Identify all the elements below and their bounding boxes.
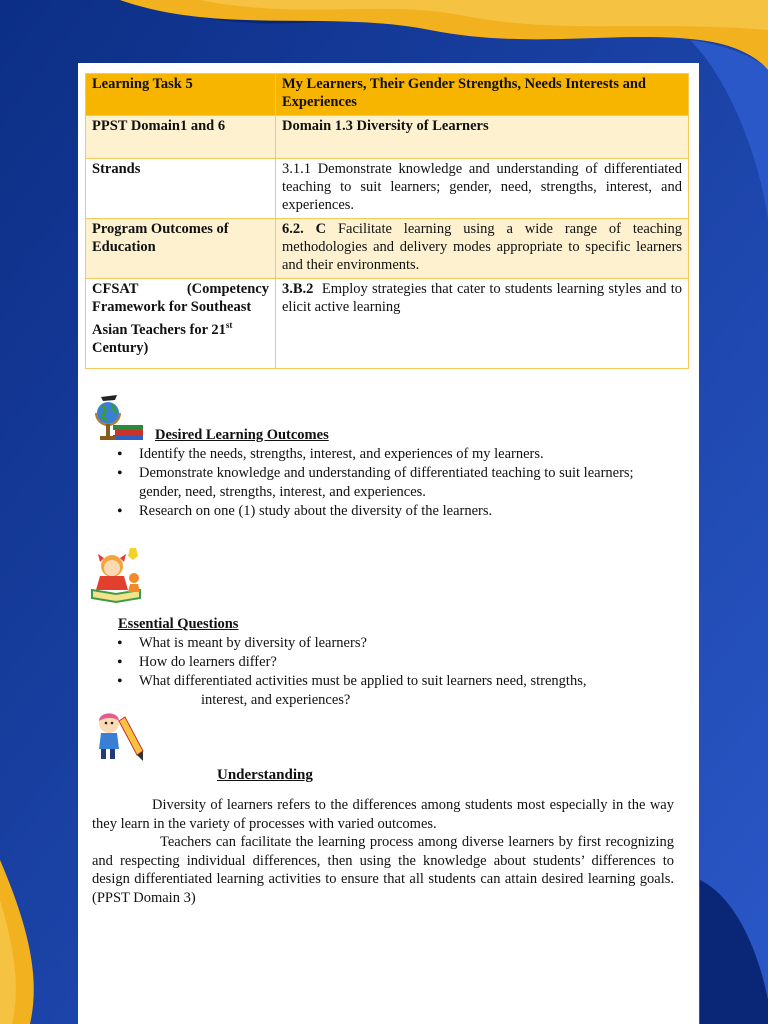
row-value [276,279,689,369]
cfsat-label-end: Century) [92,339,149,356]
table-row [86,219,689,279]
superscript: st [225,320,233,330]
list-item: • Demonstrate knowledge and understanding of differentiated teaching to suit learners; gender, need, strengths, interest, and experiences. [114,464,654,502]
row-value [276,219,689,279]
row-label: Learning Task 5 [86,74,276,116]
row-label: Program Outcomes of Education [86,219,276,279]
outcome-code: 6.2. C [282,221,327,237]
outcomes-heading: Desired Learning Outcomes [155,427,329,443]
list-item: • What is meant by diversity of learners? [114,634,674,653]
girl-reading-icon [90,546,146,604]
row-label: PPST Domain1 and 6 [86,116,276,159]
child-pencil-icon [93,709,145,761]
row-label [86,279,276,369]
table-row [86,116,689,159]
questions-heading: Essential Questions [118,616,239,632]
row-value: 3.1.1 Demonstrate knowledge and understanding of differentiated teaching to suit learners; gender, need, strengths, interest, and experiences. [276,159,689,219]
globe-books-icon [93,395,145,441]
table-row [86,74,689,116]
understanding-heading: Understanding [217,767,313,783]
questions-list [114,634,674,691]
list-item: • Identify the needs, strengths, interest, and experiences of my learners. [114,445,654,464]
cfsat-text: Employ strategies that cater to students learning styles and to elicit active learning [282,281,683,315]
cfsat-label-cont: Framework for Southeast Asian Teachers for 21 [92,299,252,338]
question-continuation: interest, and experiences? [201,692,351,708]
cfsat-code: 3.B.2 [282,281,314,297]
outcome-text: Facilitate learning using a wide range of teaching methodologies and delivery modes appropriate to specific learners and their environments. [282,221,682,273]
row-label: Strands [86,159,276,219]
table-row [86,279,689,369]
list-item: • What differentiated activities must be applied to suit learners need, strengths, [114,672,674,691]
row-value: My Learners, Their Gender Strengths, Needs Interests and Experiences [276,74,689,116]
table-row [86,159,689,219]
list-item: • Research on one (1) study about the diversity of the learners. [114,502,654,521]
cfsat-label: CFSAT (Competency [92,281,269,297]
list-item: • How do learners differ? [114,653,674,672]
learning-task-table [85,73,689,369]
outcomes-list [114,445,654,521]
understanding-paragraph: Teachers can facilitate the learning process among diverse learners by first recognizing and respecting individual differences, then using the knowledge about students’ differences to design differentiated learning activities to ensure that all students can attain desired learning goals. (PPST Domain 3) [92,834,674,906]
row-value: Domain 1.3 Diversity of Learners [276,116,689,159]
understanding-paragraph: Diversity of learners refers to the differences among students most especially in the way they learn in the variety of processes with varied outcomes. [92,797,674,832]
